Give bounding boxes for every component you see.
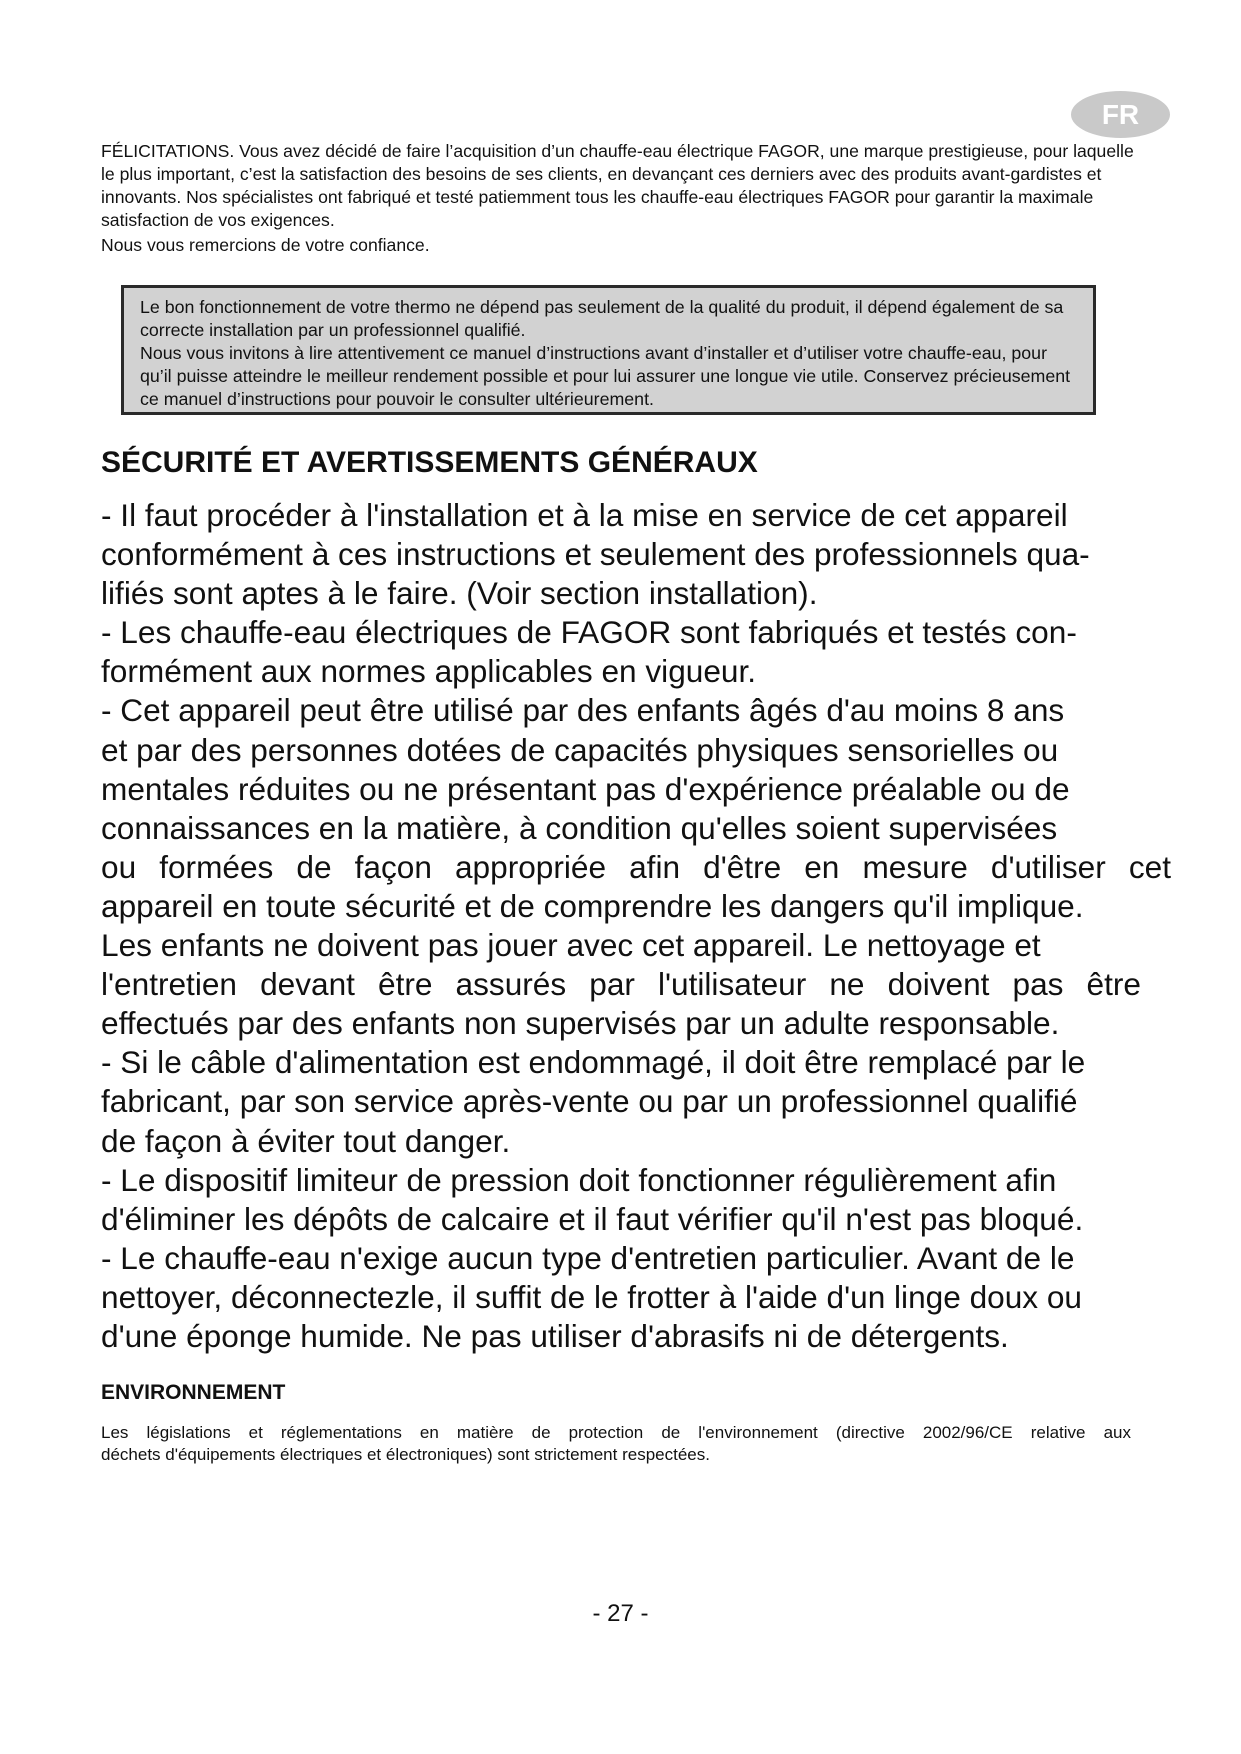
safety-line: fabricant, par son service après-vente ou par un professionnel qualifié — [101, 1083, 1078, 1120]
environment-line: déchets d'équipements électriques et électroniques) sont strictement respectées. — [101, 1445, 710, 1464]
environment-line: Les législations et réglementations en matière de protection de l'environnement (directive 2002/96/CE relative aux — [101, 1423, 1131, 1442]
safety-line: formément aux normes applicables en vigueur. — [101, 653, 757, 690]
notice-box — [121, 285, 1096, 415]
safety-line: - Il faut procéder à l'installation et à la mise en service de cet appareil — [101, 497, 1068, 533]
safety-line: - Le chauffe-eau n'exige aucun type d'entretien particulier. Avant de le — [101, 1239, 1075, 1276]
safety-title: SÉCURITÉ ET AVERTISSEMENTS GÉNÉRAUX — [101, 446, 758, 479]
safety-line: nettoyer, déconnectezle, il suffit de le frotter à l'aide d'un linge doux ou — [101, 1278, 1082, 1315]
safety-line: - Les chauffe-eau électriques de FAGOR sont fabriqués et testés con- — [101, 614, 1077, 651]
environment-title: ENVIRONNEMENT — [101, 1381, 286, 1404]
intro-paragraph: FÉLICITATIONS. Vous avez décidé de faire l’acquisition d’un chauffe-eau électrique FAGOR, une marque prestigieuse, pour laquelle le plus important, c’est la satisfaction des besoins de ses clients, en devançant ces derniers avec des produits avant-gardistes et innovants. Nos spécialistes ont fabriqué et testé patiemment tous les chauffe-eau électriques FAGOR pour garantir la maximale satisfaction de vos exigences. — [101, 141, 1134, 230]
safety-line: ou formées de façon appropriée afin d'être en mesure d'utiliser cet — [101, 848, 1171, 885]
safety-line: Les enfants ne doivent pas jouer avec cet appareil. Le nettoyage et — [101, 927, 1041, 964]
safety-line: l'entretien devant être assurés par l'utilisateur ne doivent pas être — [101, 966, 1141, 1003]
safety-line: mentales réduites ou ne présentant pas d'expérience préalable ou de — [101, 770, 1070, 807]
safety-line: - Cet appareil peut être utilisé par des enfants âgés d'au moins 8 ans — [101, 692, 1065, 729]
notice-paragraph-2: Nous vous invitons à lire attentivement ce manuel d’instructions avant d’installer et d’utiliser votre chauffe-eau, pour qu’il puisse atteindre le meilleur rendement possible et pour lui assurer une longue vie utile. Conservez précieusement ce manuel d’instructions pour pouvoir le consulter ultérieurement. — [140, 343, 1071, 409]
language-badge: FR — [1071, 91, 1170, 138]
safety-line: - Si le câble d'alimentation est endommagé, il doit être remplacé par le — [101, 1044, 1086, 1081]
safety-line: et par des personnes dotées de capacités physiques sensorielles ou — [101, 731, 1059, 768]
safety-line: d'une éponge humide. Ne pas utiliser d'abrasifs ni de détergents. — [101, 1317, 1009, 1354]
intro-thanks: Nous vous remercions de votre confiance. — [101, 235, 430, 255]
safety-line: d'éliminer les dépôts de calcaire et il faut vérifier qu'il n'est pas bloqué. — [101, 1200, 1084, 1237]
safety-line: appareil en toute sécurité et de comprendre les dangers qu'il implique. — [101, 887, 1084, 924]
safety-line: - Le dispositif limiteur de pression doit fonctionner régulièrement afin — [101, 1161, 1057, 1198]
safety-line: connaissances en la matière, à condition qu'elles soient supervisées — [101, 809, 1058, 846]
safety-line: effectués par des enfants non supervisés par un adulte responsable. — [101, 1005, 1060, 1042]
intro-section — [101, 140, 1141, 257]
safety-line: conformément à ces instructions et seulement des professionnels qua- — [101, 536, 1090, 573]
safety-line: lifiés sont aptes à le faire. (Voir section installation). — [101, 575, 818, 612]
page-number: - 27 - — [592, 1600, 649, 1627]
safety-line: de façon à éviter tout danger. — [101, 1122, 511, 1159]
safety-text — [101, 496, 1171, 1356]
notice-paragraph-1: Le bon fonctionnement de votre thermo ne dépend pas seulement de la qualité du produit, il dépend également de sa correcte installation par un professionnel qualifié. — [140, 297, 1064, 340]
environment-text — [101, 1422, 1131, 1466]
